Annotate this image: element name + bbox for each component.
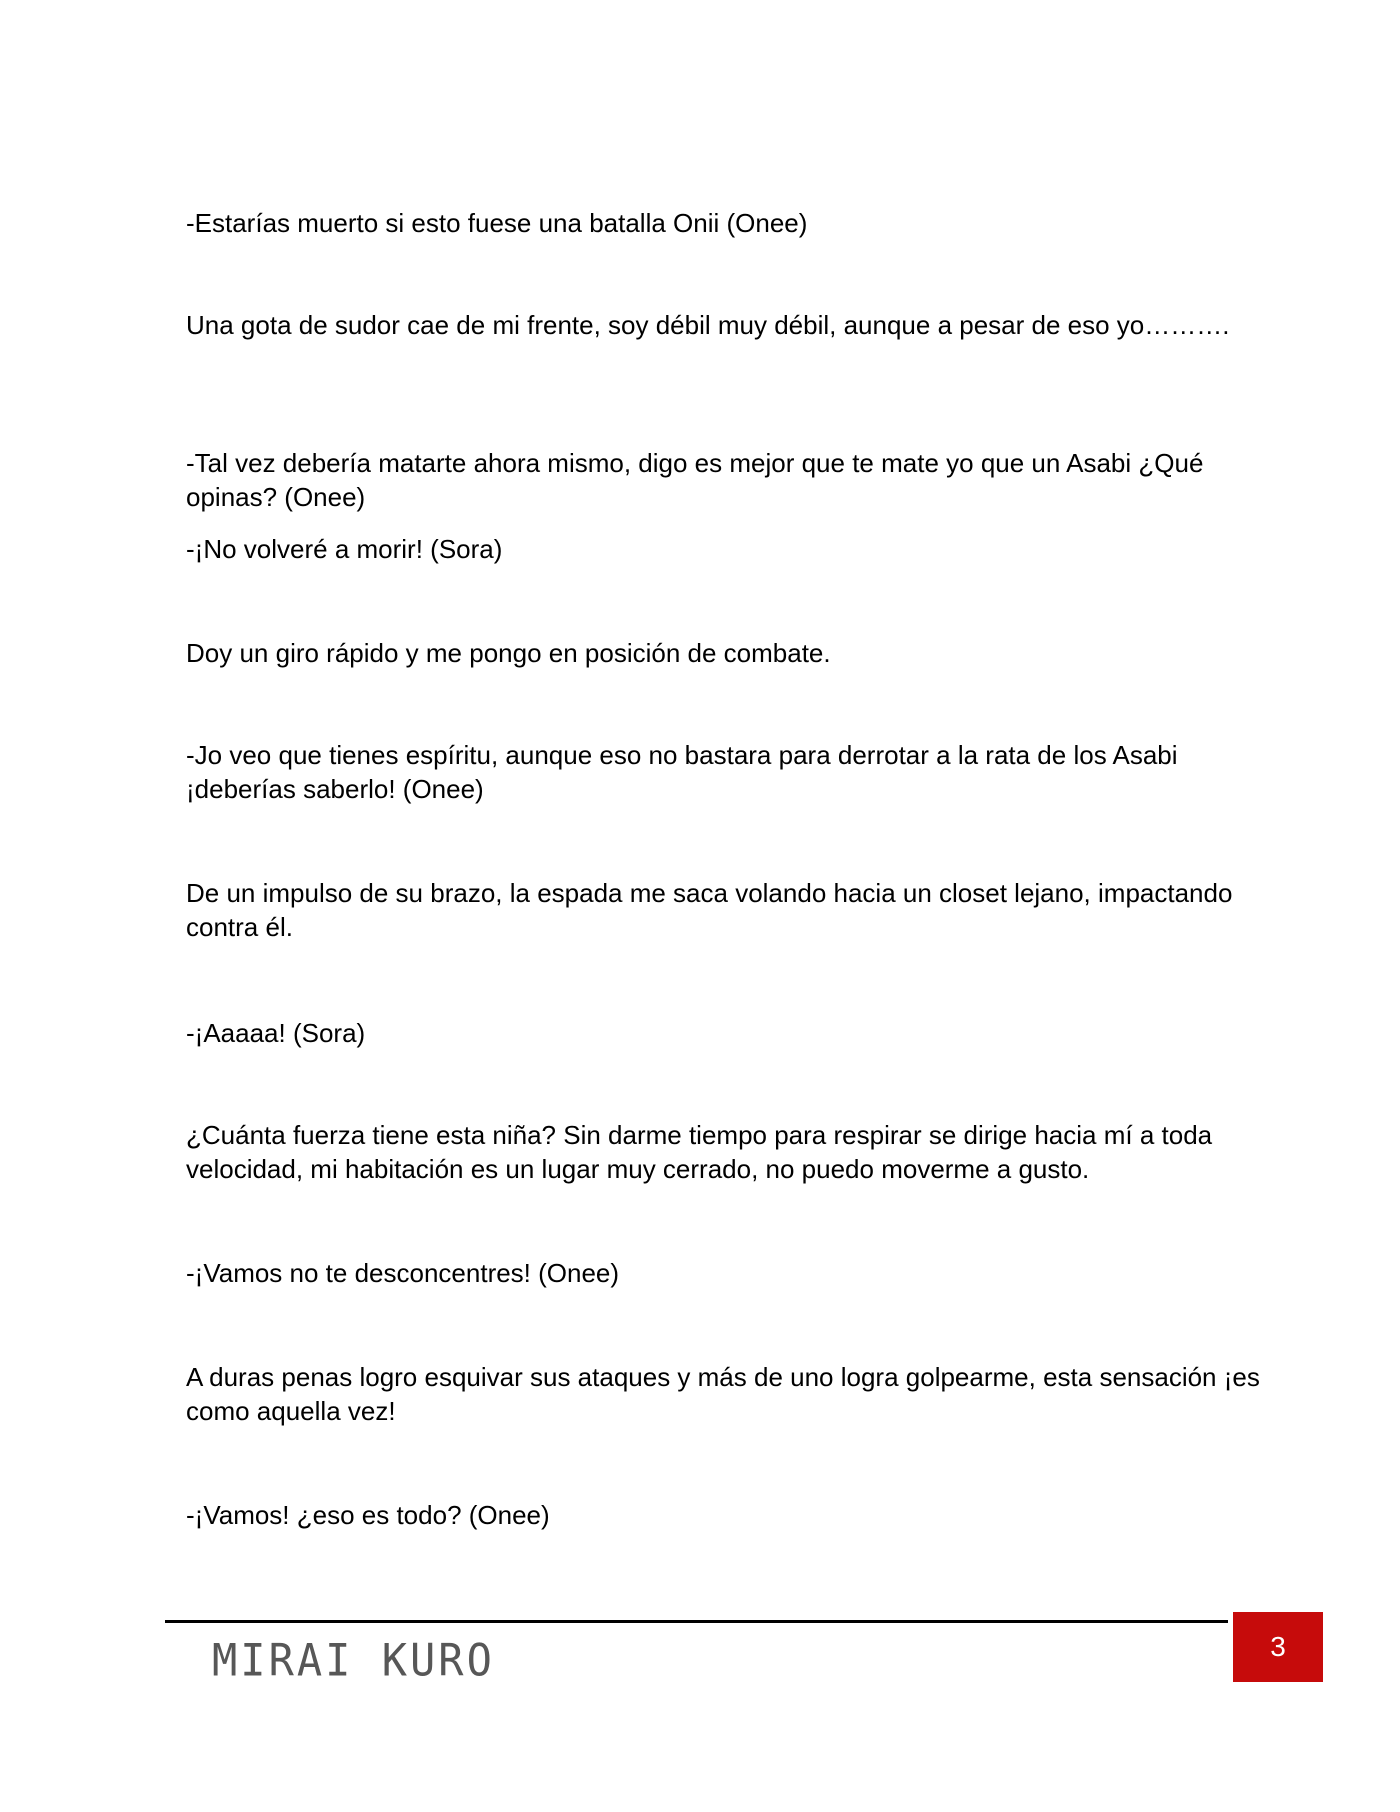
paragraph: -¡No volveré a morir! (Sora) <box>186 534 503 564</box>
paragraph: De un impulso de su brazo, la espada me saca volando hacia un closet lejano, impactando contra él. <box>186 878 1233 942</box>
paragraph: -¡Vamos! ¿eso es todo? (Onee) <box>186 1500 550 1530</box>
paragraph: -Estarías muerto si esto fuese una batalla Onii (Onee) <box>186 208 808 238</box>
paragraph: ¿Cuánta fuerza tiene esta niña? Sin darme tiempo para respirar se dirige hacia mí a toda velocidad, mi habitación es un lugar muy cerrado, no puedo moverme a gusto. <box>186 1120 1213 1184</box>
footer-divider <box>165 1620 1228 1623</box>
paragraph: -¡Vamos no te desconcentres! (Onee) <box>186 1258 620 1288</box>
paragraph: -Jo veo que tienes espíritu, aunque eso no bastara para derrotar a la rata de los Asabi ¡deberías saberlo! (Onee) <box>186 740 1178 804</box>
paragraph: Una gota de sudor cae de mi frente, soy débil muy débil, aunque a pesar de eso yo………. <box>186 310 1230 340</box>
page-number-badge <box>1233 1612 1323 1682</box>
paragraph: Doy un giro rápido y me pongo en posición de combate. <box>186 638 831 668</box>
footer-logo: MIRAI KURO <box>212 1634 495 1687</box>
page-number: 3 <box>1270 1631 1286 1662</box>
paragraph: A duras penas logro esquivar sus ataques y más de uno logra golpearme, esta sensación ¡es como aquella vez! <box>186 1362 1260 1426</box>
paragraph: -Tal vez debería matarte ahora mismo, digo es mejor que te mate yo que un Asabi ¿Qué opinas? (Onee) <box>186 448 1204 512</box>
paragraph: -¡Aaaaa! (Sora) <box>186 1018 366 1048</box>
